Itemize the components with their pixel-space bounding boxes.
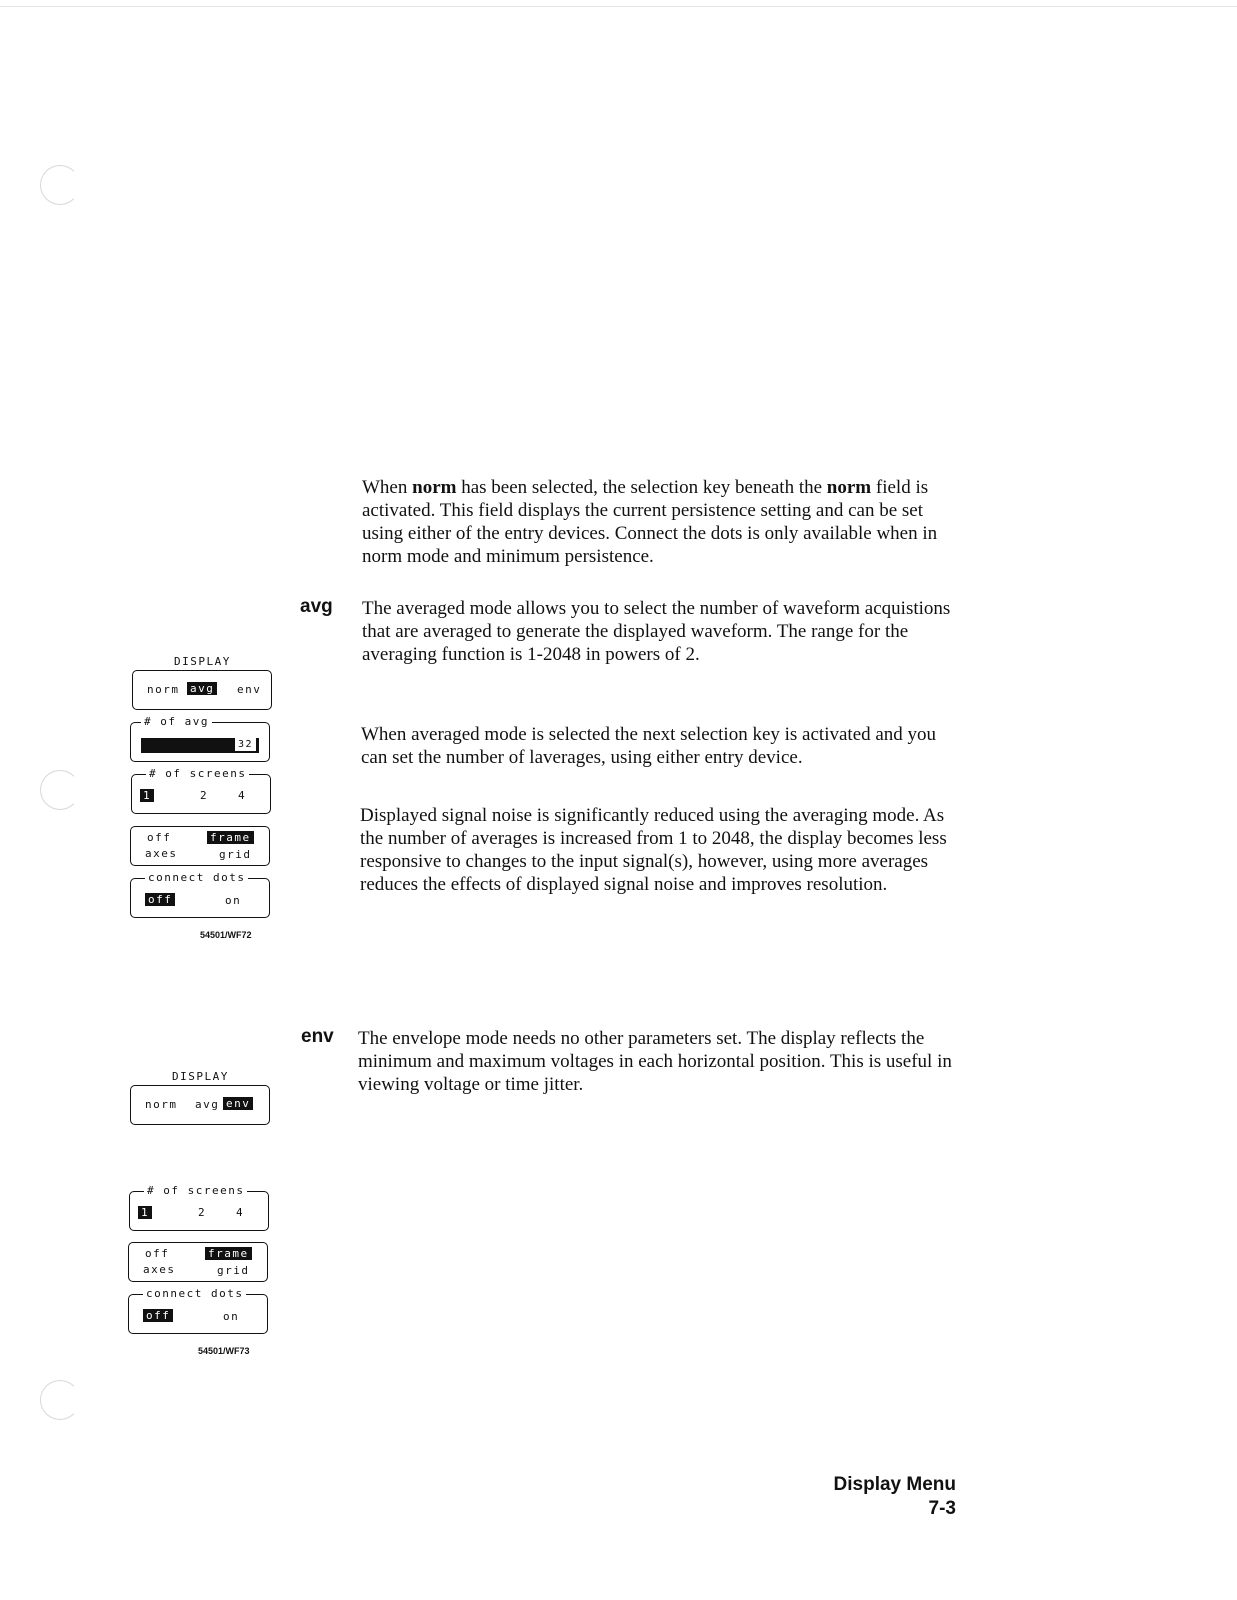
connect-off-selected: off xyxy=(143,1309,173,1322)
screens-option-1-selected: 1 xyxy=(138,1206,152,1219)
env-paragraph: The envelope mode needs no other parameters set. The display reflects the minimum and maximum voltages in each horizontal position. This is useful in viewing voltage or time jitter. xyxy=(358,1028,952,1095)
display-softkey-figure-env xyxy=(126,1065,276,1365)
figure-id: 54501/WF73 xyxy=(198,1346,250,1356)
page-edge xyxy=(0,6,1237,7)
footer-section-title: Display Menu xyxy=(833,1474,956,1495)
num-avg-label: # of avg xyxy=(141,715,212,728)
display-menu-title: DISPLAY xyxy=(174,655,231,668)
frame-selected: frame xyxy=(207,831,254,844)
connect-on-label: on xyxy=(223,1310,240,1323)
mode-avg-label: avg xyxy=(195,1098,220,1111)
axes-label: axes xyxy=(143,1263,176,1276)
mode-env-selected: env xyxy=(223,1097,253,1110)
binder-hole-mark xyxy=(40,770,80,810)
num-avg-softkey xyxy=(130,715,270,762)
mode-avg-selected: avg xyxy=(187,682,217,695)
mode-softkey xyxy=(132,670,272,710)
axes-label: axes xyxy=(145,847,178,860)
avg-term: avg xyxy=(300,596,333,617)
intro-paragraph: When norm has been selected, the selection key beneath the norm field is activated. This field displays the current persistence setting and can be set using either of the entry devices. Connect the dots is only available when in norm mode and minimum persistence. xyxy=(362,477,938,567)
screens-softkey xyxy=(129,1184,269,1231)
avg-paragraph-1: The averaged mode allows you to select the number of waveform acquistions that are averaged to generate the displayed waveform. The range for the averaging function is 1-2048 in powers of 2. xyxy=(362,598,951,665)
connect-off-selected: off xyxy=(145,893,175,906)
num-avg-value: 32 xyxy=(235,738,256,751)
screens-softkey xyxy=(131,767,271,814)
frame-selected: frame xyxy=(205,1247,252,1260)
connect-dots-softkey xyxy=(130,871,270,918)
figure-id: 54501/WF72 xyxy=(200,930,252,940)
axes-grid-softkey xyxy=(130,826,270,866)
footer-page-number: 7-3 xyxy=(928,1498,956,1519)
screens-option-1-selected: 1 xyxy=(140,789,154,802)
mode-norm-label: norm xyxy=(147,683,180,696)
binder-hole-mark xyxy=(40,1380,80,1420)
mode-norm-label: norm xyxy=(145,1098,178,1111)
binder-hole-mark xyxy=(40,165,80,205)
axes-grid-softkey xyxy=(128,1242,268,1282)
off-label: off xyxy=(147,831,172,844)
screens-option-4: 4 xyxy=(238,789,247,802)
connect-dots-softkey xyxy=(128,1287,268,1334)
screens-label: # of screens xyxy=(144,1184,247,1197)
avg-paragraph-2: When averaged mode is selected the next selection key is activated and you can set the number of laverages, using either entry device. xyxy=(361,724,937,768)
display-menu-title: DISPLAY xyxy=(172,1070,229,1083)
mode-env-label: env xyxy=(237,683,262,696)
display-softkey-figure-avg xyxy=(128,650,278,950)
off-label: off xyxy=(145,1247,170,1260)
avg-paragraph-3: Displayed signal noise is significantly reduced using the averaging mode. As the number of averages is increased from 1 to 2048, the display becomes less responsive to changes to the input signal(s), however, using more averages reduces the effects of displayed signal noise and improves resolution. xyxy=(360,805,947,895)
screens-option-2: 2 xyxy=(200,789,209,802)
screens-label: # of screens xyxy=(146,767,249,780)
connect-on-label: on xyxy=(225,894,242,907)
connect-dots-label: connect dots xyxy=(145,871,248,884)
mode-softkey xyxy=(130,1085,270,1125)
screens-option-2: 2 xyxy=(198,1206,207,1219)
env-term: env xyxy=(301,1026,334,1047)
screens-option-4: 4 xyxy=(236,1206,245,1219)
connect-dots-label: connect dots xyxy=(143,1287,246,1300)
grid-label: grid xyxy=(217,1264,250,1277)
grid-label: grid xyxy=(219,848,252,861)
